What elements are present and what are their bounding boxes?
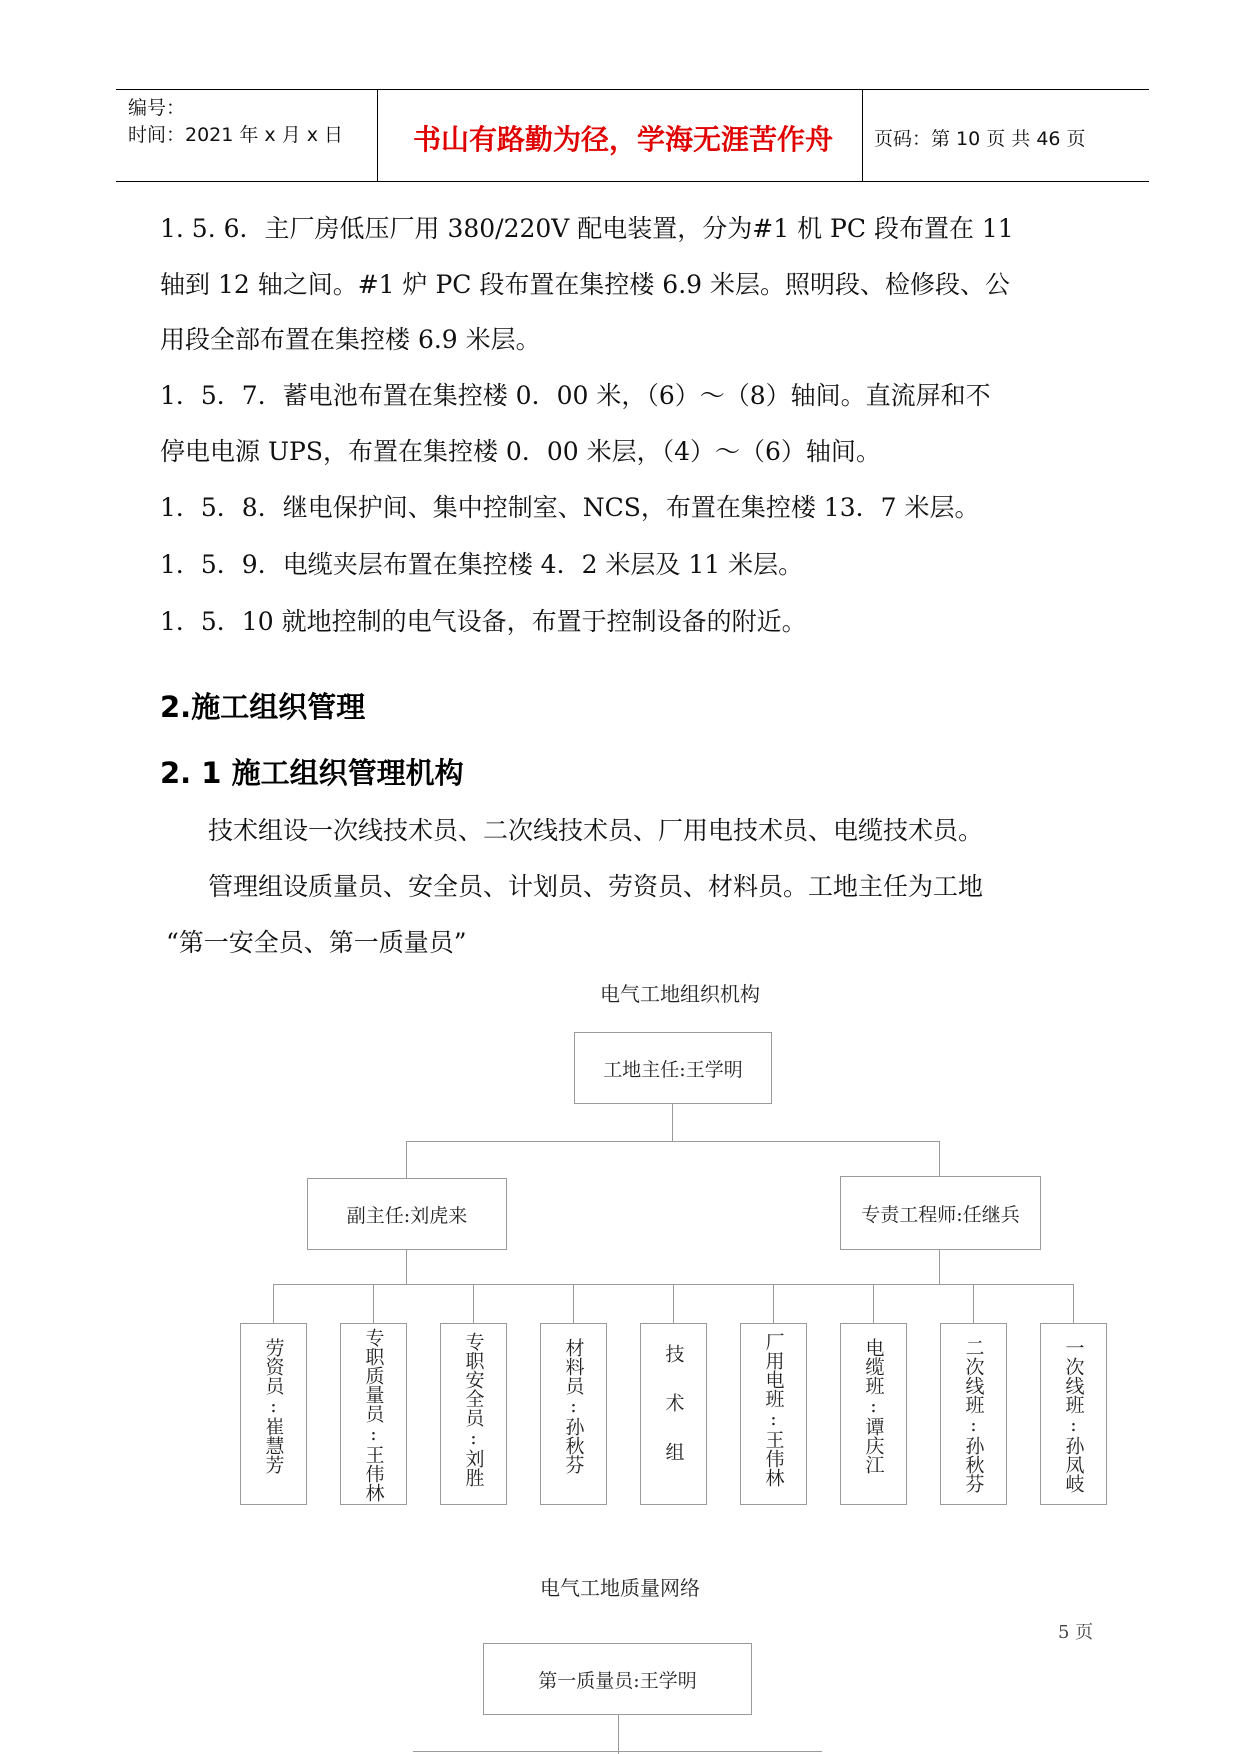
connector — [406, 1250, 407, 1284]
member-label: 厂用电班:王伟林 — [762, 1332, 785, 1487]
member-box — [1040, 1323, 1107, 1505]
connector — [473, 1284, 474, 1324]
header-bottom-rule — [116, 181, 1149, 182]
paragraph-line: 用段全部布置在集控楼 6.9 米层。 — [160, 325, 541, 354]
member-label: 专职安全员:刘胜 — [462, 1332, 485, 1487]
chief-engineer-box — [840, 1176, 1041, 1250]
connector — [939, 1250, 940, 1284]
member-label: 技术组 — [662, 1344, 685, 1491]
subsection-title: 2. 1 施工组织管理机构 — [160, 756, 464, 790]
document-number-label: 编号： — [128, 97, 186, 119]
member-label: 电缆班:谭庆江 — [862, 1338, 885, 1474]
connector — [406, 1141, 940, 1142]
paragraph-line: 轴到 12 轴之间。#1 炉 PC 段布置在集控楼 6.9 米层。照明段、检修段、公 — [160, 270, 1011, 299]
member-box — [840, 1323, 907, 1505]
member-box — [440, 1323, 507, 1505]
paragraph-line: 1．5．7．蓄电池布置在集控楼 0．00 米，（6）～（8）轴间。直流屏和不 — [160, 381, 991, 410]
member-box — [640, 1323, 707, 1505]
member-box — [540, 1323, 607, 1505]
paragraph-line: 停电电源 UPS，布置在集控楼 0．00 米层，（4）～（6）轴间。 — [160, 437, 881, 466]
body-line: 技术组设一次线技术员、二次线技术员、厂用电技术员、电缆技术员。 — [208, 816, 984, 845]
page-number: 5 页 — [1058, 1622, 1094, 1643]
connector — [873, 1284, 874, 1324]
connector — [406, 1141, 407, 1179]
org-chart-caption: 电气工地组织机构 — [600, 982, 760, 1006]
quality-chart-caption: 电气工地质量网络 — [540, 1576, 700, 1600]
first-quality-officer-box — [483, 1643, 752, 1715]
connector — [1073, 1284, 1074, 1324]
connector — [573, 1284, 574, 1324]
connector — [973, 1284, 974, 1324]
deputy-director-label: 副主任:刘虎来 — [346, 1204, 468, 1227]
connector — [273, 1284, 274, 1324]
member-label: 二次线班:孙秋芬 — [962, 1338, 985, 1493]
connector — [618, 1715, 619, 1754]
connector — [373, 1284, 374, 1324]
document-time-label: 时间：2021 年 x 月 x 日 — [128, 124, 344, 146]
member-label: 材料员:孙秋芬 — [562, 1338, 585, 1474]
connector — [773, 1284, 774, 1324]
connector — [672, 1104, 673, 1142]
page-info: 页码：第 10 页 共 46 页 — [874, 128, 1086, 150]
paragraph-line: 1．5．10 就地控制的电气设备，布置于控制设备的附近。 — [160, 607, 807, 636]
body-line: 管理组设质量员、安全员、计划员、劳资员、材料员。工地主任为工地 — [208, 872, 984, 901]
member-box — [240, 1323, 307, 1505]
paragraph-line: 1. 5. 6．主厂房低压厂用 380/220V 配电装置，分为#1 机 PC 段布置在 11 — [160, 214, 1014, 243]
member-label: 专职质量员:王伟林 — [362, 1328, 385, 1502]
header-top-rule — [116, 89, 1149, 90]
paragraph-line: 1．5．8．继电保护间、集中控制室、NCS，布置在集控楼 13．7 米层。 — [160, 493, 980, 522]
section-title: 2.施工组织管理 — [160, 690, 366, 724]
header-divider-left — [377, 89, 378, 181]
header-motto: 书山有路勤为径，学海无涯苦作舟 — [412, 123, 833, 156]
body-line: “第一安全员、第一质量员” — [166, 928, 467, 957]
member-label: 劳资员:崔慧芳 — [262, 1338, 285, 1474]
member-box — [740, 1323, 807, 1505]
connector — [673, 1284, 674, 1324]
first-quality-officer-label: 第一质量员:王学明 — [538, 1669, 697, 1692]
deputy-director-box — [307, 1178, 507, 1250]
connector — [413, 1751, 822, 1752]
site-director-box — [574, 1032, 772, 1104]
paragraph-line: 1．5．9．电缆夹层布置在集控楼 4．2 米层及 11 米层。 — [160, 550, 804, 579]
connector — [939, 1141, 940, 1179]
chief-engineer-label: 专责工程师:任继兵 — [861, 1203, 1020, 1226]
member-box — [940, 1323, 1007, 1505]
member-box — [340, 1323, 407, 1505]
member-label: 一次线班:孙凤岐 — [1062, 1338, 1085, 1493]
site-director-label: 工地主任:王学明 — [603, 1058, 743, 1081]
